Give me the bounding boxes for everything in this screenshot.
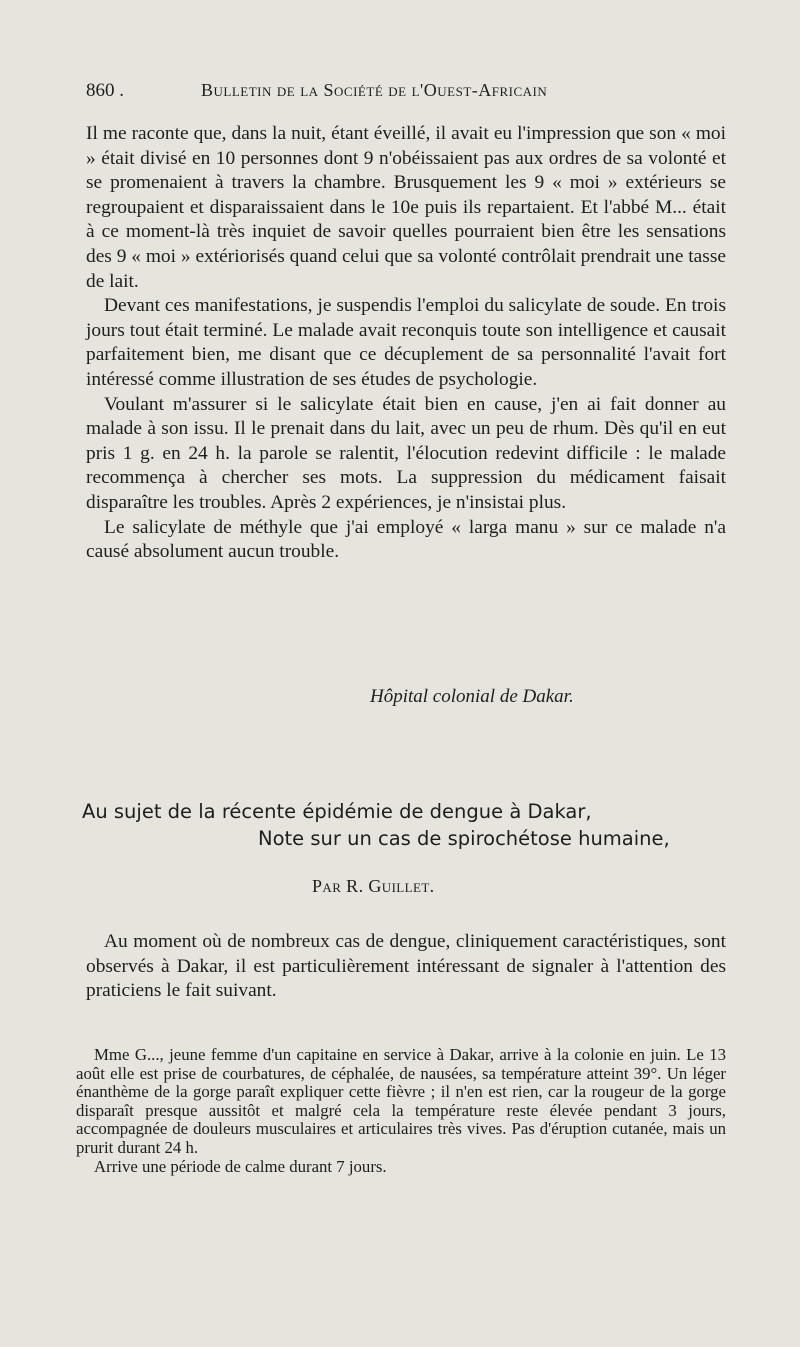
- page-number: 860 .: [86, 80, 124, 101]
- signature-location: Hôpital colonial de Dakar.: [370, 686, 574, 707]
- paragraph: Voulant m'assurer si le salicylate était bien en cause, j'en ai fait donner au malade à son issu. Il le prenait dans du lait, avec un peu de rhum. Dès qu'il en eut pris 1 g. en 24 h. la parole se ralentit, l'élocution redevint difficile : le malade recommença à chercher ses mots. La suppression du médicament faisait disparaître les troubles. Après 2 expériences, je n'insistai plus.: [86, 393, 726, 513]
- paragraph: Le salicylate de méthyle que j'ai employé « larga manu » sur ce malade n'a causé absolument aucun trouble.: [86, 516, 726, 563]
- article-title-line-2: Note sur un cas de spirochétose humaine,: [258, 827, 670, 850]
- paragraph: Mme G..., jeune femme d'un capitaine en service à Dakar, arrive à la colonie en juin. Le 13 août elle est prise de courbatures, de céphalée, de nausées, sa température atteint 39°. Un léger énanthème de la gorge paraît expliquer cette fièvre ; il n'en est rien, car la rougeur de la gorge disparaît presque aussitôt et malgré cela la température reste élevée pendant 3 jours, accompagnée de douleurs musculaires et articulaires très vives. Pas d'éruption cutanée, mais un prurit durant 24 h.: [76, 1045, 726, 1157]
- paragraph: Au moment où de nombreux cas de dengue, cliniquement caractéristiques, sont observés à Dakar, il est particulièrement intéressant de signaler à l'attention des praticiens le fait suivant.: [86, 931, 726, 1002]
- page-header: [86, 80, 726, 102]
- article-continuation: [86, 122, 726, 565]
- article-author: Par R. Guillet.: [312, 876, 435, 896]
- article-intro: [86, 930, 726, 1004]
- paragraph: Arrive une période de calme durant 7 jours.: [94, 1156, 387, 1176]
- article-title-line-1: Au sujet de la récente épidémie de dengue à Dakar,: [82, 800, 592, 823]
- case-report: [76, 1046, 726, 1176]
- paragraph: Devant ces manifestations, je suspendis l'emploi du salicylate de soude. En trois jours tout était terminé. Le malade avait reconquis toute son intelligence et causait parfaitement bien, me disant que ce décuplement de sa personnalité l'avait fort intéressé comme illustration de ses études de psychologie.: [86, 295, 726, 390]
- article-title: [82, 798, 732, 852]
- running-title: Bulletin de la Société de l'Ouest-Africain: [201, 80, 548, 100]
- paragraph: Il me raconte que, dans la nuit, étant éveillé, il avait eu l'impression que son « moi » était divisé en 10 personnes dont 9 n'obéissaient pas aux ordres de sa volonté et se promenaient à travers la chambre. Brusquement les 9 « moi » extérieurs se regroupaient et disparaissaient dans le 10e puis ils repartaient. Et l'abbé M... était à ce moment-là très inquiet de savoir quelles pourraient bien être les sensations des 9 « moi » extériorisés quand celui que sa volonté contrôlait prendrait une tasse de lait.: [86, 123, 726, 292]
